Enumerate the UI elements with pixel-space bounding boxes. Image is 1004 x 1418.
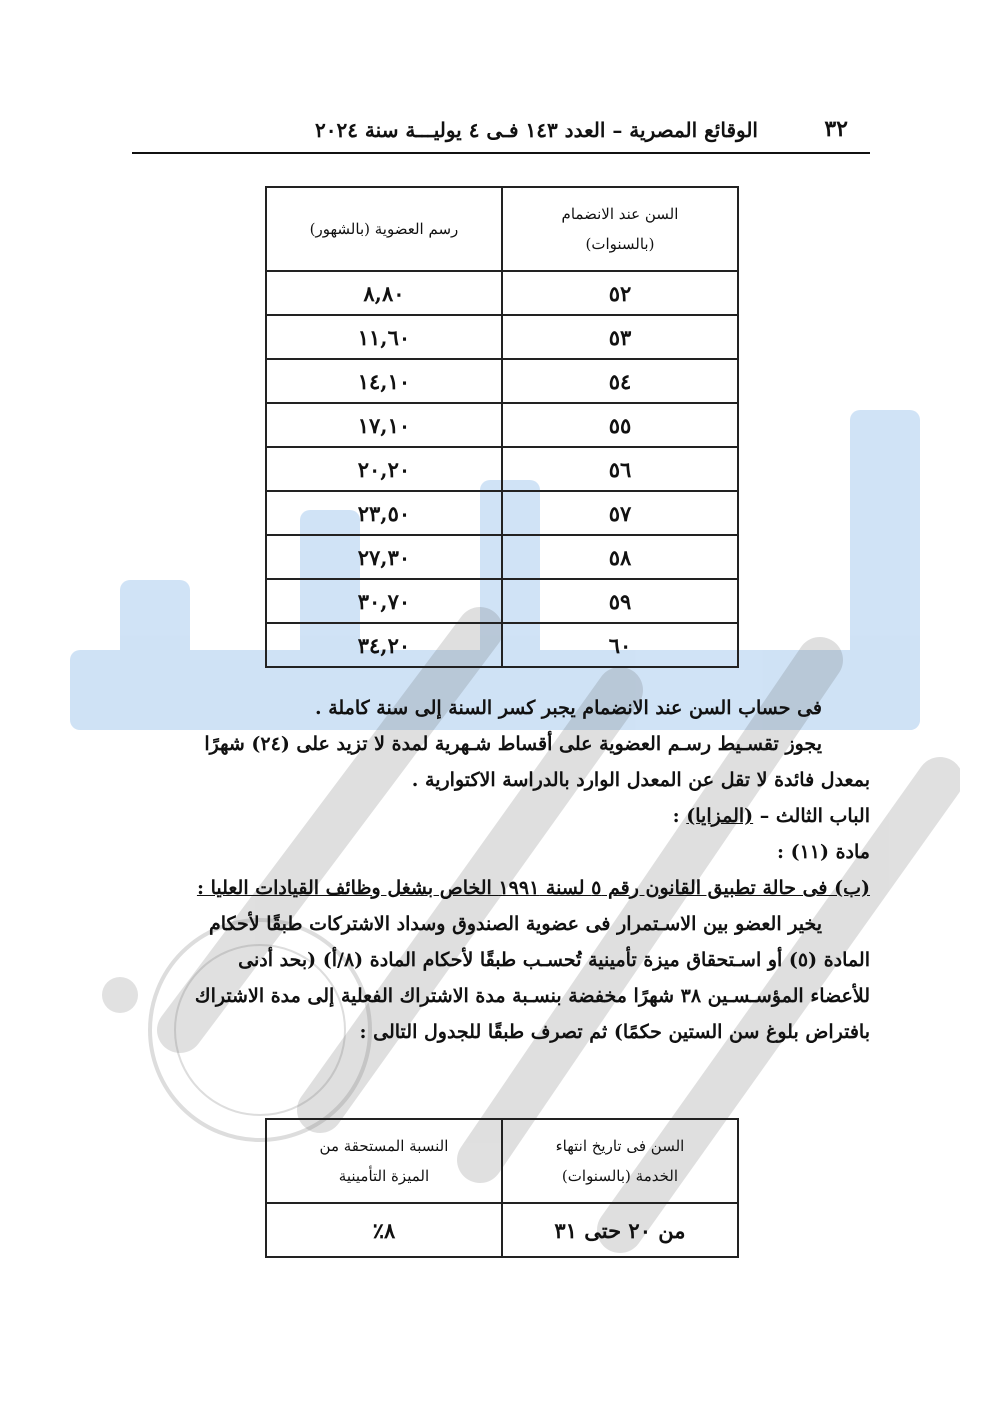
- table-row: [266, 315, 738, 359]
- table-row: [266, 447, 738, 491]
- fee-cell: ٢٣,٥٠: [266, 491, 502, 535]
- clause-b: (ب) فى حالة تطبيق القانون رقم ٥ لسنة ١٩٩١ الخاص بشغل وظائف القيادات العليا :: [196, 877, 870, 899]
- paragraph-installments-line1: يجوز تقسـيط رسـم العضوية على أقساط شـهرية لمدة لا تزيد على (٢٤) شهرًا: [204, 733, 822, 755]
- insurance-benefit-table: [265, 1118, 739, 1258]
- age-cell: ٥٤: [502, 359, 738, 403]
- section-title-prefix: الباب الثالث –: [753, 805, 870, 827]
- column-header-percentage-line2: الميزة التأمينية: [338, 1167, 430, 1185]
- document-body: [132, 690, 870, 1050]
- fee-cell: ٨,٨٠: [266, 271, 502, 315]
- paragraph-age-rounding: فى حساب السن عند الانضمام يجبر كسر السنة إلى سنة كاملة .: [314, 697, 822, 719]
- column-header-service-age-line1: السن فى تاريخ انتهاء: [555, 1137, 685, 1155]
- age-cell: ٥٧: [502, 491, 738, 535]
- percentage-cell: ٨٪: [266, 1203, 502, 1257]
- article-heading: مادة (١١) :: [776, 841, 870, 863]
- membership-fee-table: [265, 186, 739, 668]
- table-row: [266, 403, 738, 447]
- fee-cell: ١٧,١٠: [266, 403, 502, 447]
- age-cell: ٥٣: [502, 315, 738, 359]
- table-row: [266, 359, 738, 403]
- table-row: [266, 535, 738, 579]
- paragraph-option-line4: بافتراض بلوغ سن الستين حكمًا) ثم تصرف طبقًا للجدول التالى :: [359, 1021, 870, 1043]
- column-header-age-line1: السن عند الانضمام: [561, 205, 679, 223]
- paragraph-installments-line2: بمعدل فائدة لا تقل عن المعدل الوارد بالدراسة الاكتوارية .: [411, 769, 870, 791]
- age-cell: ٥٦: [502, 447, 738, 491]
- column-header-fee: رسم العضوية (بالشهور): [266, 187, 502, 271]
- fee-cell: ٣٠,٧٠: [266, 579, 502, 623]
- column-header-age-line2: (بالسنوات): [585, 235, 655, 253]
- table-row: [266, 491, 738, 535]
- page-header: [132, 112, 870, 154]
- fee-cell: ٢٠,٢٠: [266, 447, 502, 491]
- table-header-row: [266, 1119, 738, 1203]
- section-title: [132, 798, 870, 834]
- age-cell: ٥٢: [502, 271, 738, 315]
- table-row: [266, 579, 738, 623]
- column-header-percentage: [266, 1119, 502, 1203]
- age-cell: ٦٠: [502, 623, 738, 667]
- table-row: [266, 271, 738, 315]
- fee-cell: ١١,٦٠: [266, 315, 502, 359]
- paragraph-option-line3: للأعضاء المؤسـسـين ٣٨ شهرًا مخفضة بنسـبة مدة الاشتراك الفعلية إلى مدة الاشتراك: [194, 985, 870, 1007]
- age-cell: ٥٥: [502, 403, 738, 447]
- column-header-service-age: [502, 1119, 738, 1203]
- table-row: [266, 1203, 738, 1257]
- section-title-benefits: (المزايا): [686, 805, 754, 827]
- fee-cell: ٢٧,٣٠: [266, 535, 502, 579]
- page-title: الوقائع المصرية – العدد ١٤٣ فـى ٤ يوليـــة سنة ٢٠٢٤: [315, 118, 758, 142]
- table-row: [266, 623, 738, 667]
- table-header-row: [266, 187, 738, 271]
- age-cell: ٥٩: [502, 579, 738, 623]
- service-age-cell: من ٢٠ حتى ٣١: [502, 1203, 738, 1257]
- section-title-suffix: :: [672, 805, 687, 827]
- column-header-age: [502, 187, 738, 271]
- page-number: ٣٢: [824, 116, 848, 142]
- column-header-percentage-line1: النسبة المستحقة من: [319, 1137, 449, 1155]
- fee-cell: ١٤,١٠: [266, 359, 502, 403]
- paragraph-option-line1: يخير العضو بين الاسـتمرار فى عضوية الصندوق وسداد الاشتركات طبقًا لأحكام: [208, 913, 822, 935]
- column-header-service-age-line2: الخدمة (بالسنوات): [561, 1167, 679, 1185]
- age-cell: ٥٨: [502, 535, 738, 579]
- paragraph-option-line2: المادة (٥) أو اسـتحقاق ميزة تأمينية تُحسـب طبقًا لأحكام المادة (٨/أ) (بحد أدنى: [238, 949, 870, 971]
- fee-cell: ٣٤,٢٠: [266, 623, 502, 667]
